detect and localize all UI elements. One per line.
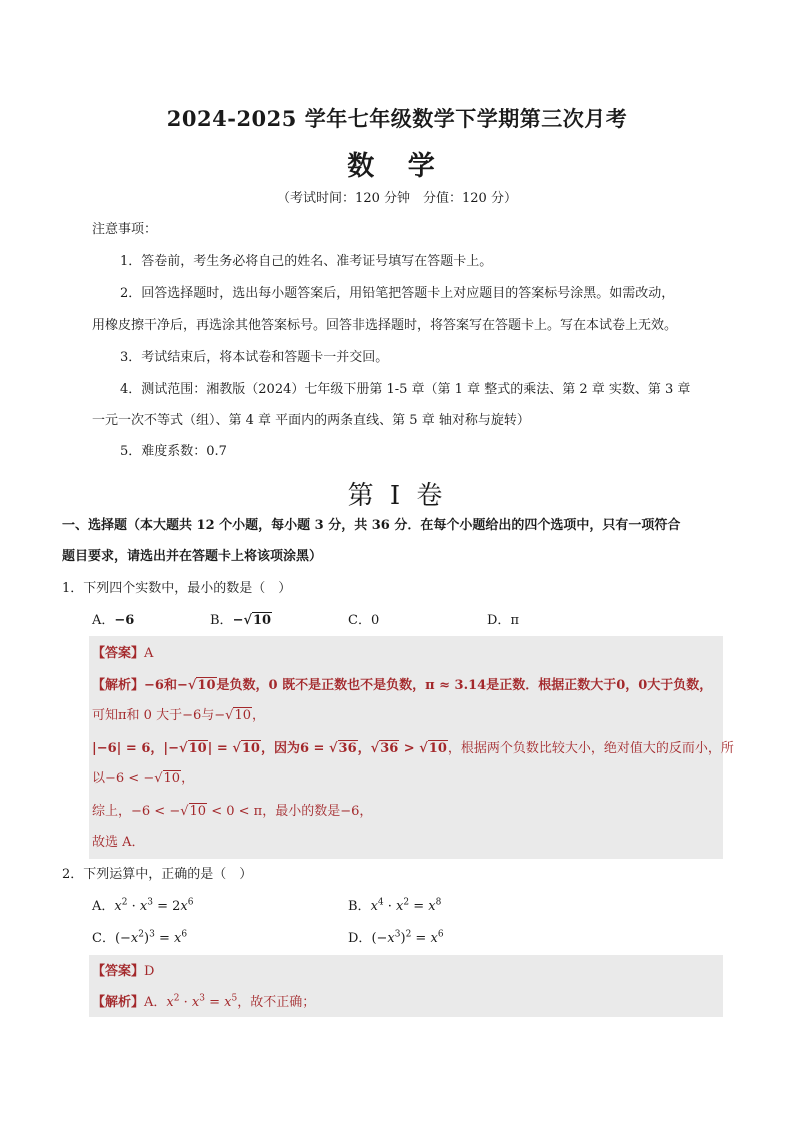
note-1: 1．答卷前，考生务必将自己的姓名、准考证号填写在答题卡上。: [120, 254, 493, 269]
exam-meta: （考试时间：120 分钟 分值：120 分）: [277, 191, 517, 206]
q1-analysis-line-2: 可知π和 0 大于−6与−√10，: [92, 708, 265, 723]
q1-option-d: [487, 612, 519, 630]
q1-b-label: B．: [210, 613, 233, 628]
q1-an3-c: ，因为6 =: [260, 741, 329, 756]
section-line-1: 一、选择题（本大题共 12 个小题，每小题 3 分，共 36 分．在每个小题给出的四个选项中，只有一项符合: [62, 518, 681, 533]
q1-option-b: B．−√10: [210, 613, 272, 628]
q1-analysis-line-1: 【解析】−6和−√10是负数，0 既不是正数也不是负数，π ≈ 3.14是正数．根据正数大于0，0大于负数，: [92, 678, 713, 693]
q1-an2-rad: 10: [234, 708, 251, 723]
section-heading-cont: 题目要求，请选出并在答题卡上将该项涂黑）: [62, 549, 323, 564]
q1-an1-rad: 10: [197, 678, 216, 693]
page-title: 2024-2025 学年七年级数学下学期第三次月考: [166, 106, 628, 131]
q1-an5-a: 综上，−6 < −: [92, 804, 181, 819]
q2-option-b: B．$x^4 \cdot x^2 = x^8$: [348, 897, 442, 914]
q1-an3-b: | =: [207, 741, 233, 756]
q1-analysis-line-6: 故选 A．: [92, 835, 145, 850]
q1-an3-r3: 36: [338, 741, 357, 756]
q2-option-c: C．$(-x^2)^3 = x^6$: [92, 929, 188, 946]
q1-an5-b: < 0 < π，最小的数是−6，: [207, 804, 373, 819]
q1-an3-e: >: [399, 741, 420, 756]
q1-an3-d: ，: [357, 741, 371, 756]
q1-an4-b: ，: [181, 771, 195, 786]
q1-analysis-line-5: 综上，−6 < −√10 < 0 < π，最小的数是−6，: [92, 804, 373, 819]
q2-d-label: D．: [348, 931, 372, 946]
note-2-cont: 用橡皮擦干净后，再选涂其他答案标号。回答非选择题时，将答案写在答题卡上。写在本试卷上无效。: [92, 318, 678, 333]
q1-d-value: π: [510, 613, 519, 628]
q1-answer-value: A: [144, 646, 154, 661]
q1-an4-a: 以−6 < −: [92, 771, 155, 786]
q2-b-label: B．: [348, 899, 371, 914]
q1-an3-r5: 10: [428, 741, 447, 756]
note-2: 2．回答选择题时，选出每小题答案后，用铅笔把答题卡上对应题目的答案标号涂黑。如需改动，: [120, 286, 675, 301]
q1-analysis-tag: 【解析】: [92, 678, 145, 693]
q2-option-d: D．$(-x^3)^2 = x^6$: [348, 929, 444, 946]
q2-answer: [92, 963, 154, 981]
subject-heading: 数 学: [347, 151, 447, 182]
q1-an3-r2: 10: [241, 741, 260, 756]
q2-an-a: A．: [144, 995, 167, 1010]
q1-b-sign: −: [232, 613, 244, 628]
q1-b-radicand: 10: [253, 613, 272, 628]
section-heading: [62, 517, 680, 535]
q1-an3-r1: 10: [188, 741, 207, 756]
q2-answer-tag: 【答案】: [92, 964, 145, 979]
q2-option-a: A．$x^2 \cdot x^3 = 2x^6$: [92, 897, 194, 914]
q1-a-value: −6: [114, 613, 135, 628]
q2-c-label: C．: [92, 931, 115, 946]
q1-option-a: [92, 612, 134, 630]
q1-an1-b: 是负数，0 既不是正数也不是负数，π ≈ 3.14是正数．根据正数大于0，0大于负数，: [216, 678, 713, 693]
q1-an5-rad: 10: [189, 804, 207, 819]
q1-answer-tag: 【答案】: [92, 646, 145, 661]
q1-option-c: [348, 612, 379, 630]
note-4-cont: 一元一次不等式（组）、第 4 章 平面内的两条直线、第 5 章 轴对称与旋转）: [92, 413, 530, 428]
q1-analysis-line-4: 以−6 < −√10，: [92, 771, 195, 786]
q1-an1-a: −6和−: [144, 678, 188, 693]
q1-an2-a: 可知π和 0 大于−6与−: [92, 708, 226, 723]
q1-d-label: D．: [487, 613, 511, 628]
q2-analysis-tag: 【解析】: [92, 995, 145, 1010]
q1-answer: [92, 645, 153, 663]
notes-heading: 注意事项：: [92, 222, 158, 237]
q1-a-label: A．: [92, 613, 115, 628]
note-4: 4．测试范围：湘教版（2024）七年级下册第 1-5 章（第 1 章 整式的乘法、第 2 章 实数、第 3 章: [120, 382, 691, 397]
q1-stem: 1．下列四个实数中，最小的数是（ ）: [62, 581, 292, 596]
q1-an2-b: ，: [251, 708, 265, 723]
q2-a-label: A．: [92, 899, 115, 914]
q1-an4-rad: 10: [163, 771, 181, 786]
q2-analysis-line-1: 【解析】A．$x^2 \cdot x^3 = x^5$，故不正确；: [92, 993, 316, 1010]
q2-stem: 2．下列运算中，正确的是（ ）: [62, 867, 253, 882]
volume-heading: 第 I 卷: [347, 481, 447, 511]
note-5: 5．难度系数：0.7: [120, 444, 227, 459]
q1-an3-r4: 36: [380, 741, 399, 756]
q2-answer-value: D: [144, 964, 155, 979]
q1-an3-f: ，根据两个负数比较大小，绝对值大的反而小，所: [447, 741, 734, 756]
note-3: 3．考试结束后，将本试卷和答题卡一并交回。: [120, 350, 389, 365]
q1-c-label: C．: [348, 613, 371, 628]
q1-analysis-line-3: |−6| = 6，|−√10| = √10，因为6 = √36，√36 > √10，根据两个负数比较大小，绝对值大的反而小，所: [92, 741, 734, 756]
q2-an-b: ，故不正确；: [237, 995, 316, 1010]
q1-an3-a: |−6| = 6，|−: [92, 741, 180, 756]
q1-c-value: 0: [370, 613, 380, 628]
